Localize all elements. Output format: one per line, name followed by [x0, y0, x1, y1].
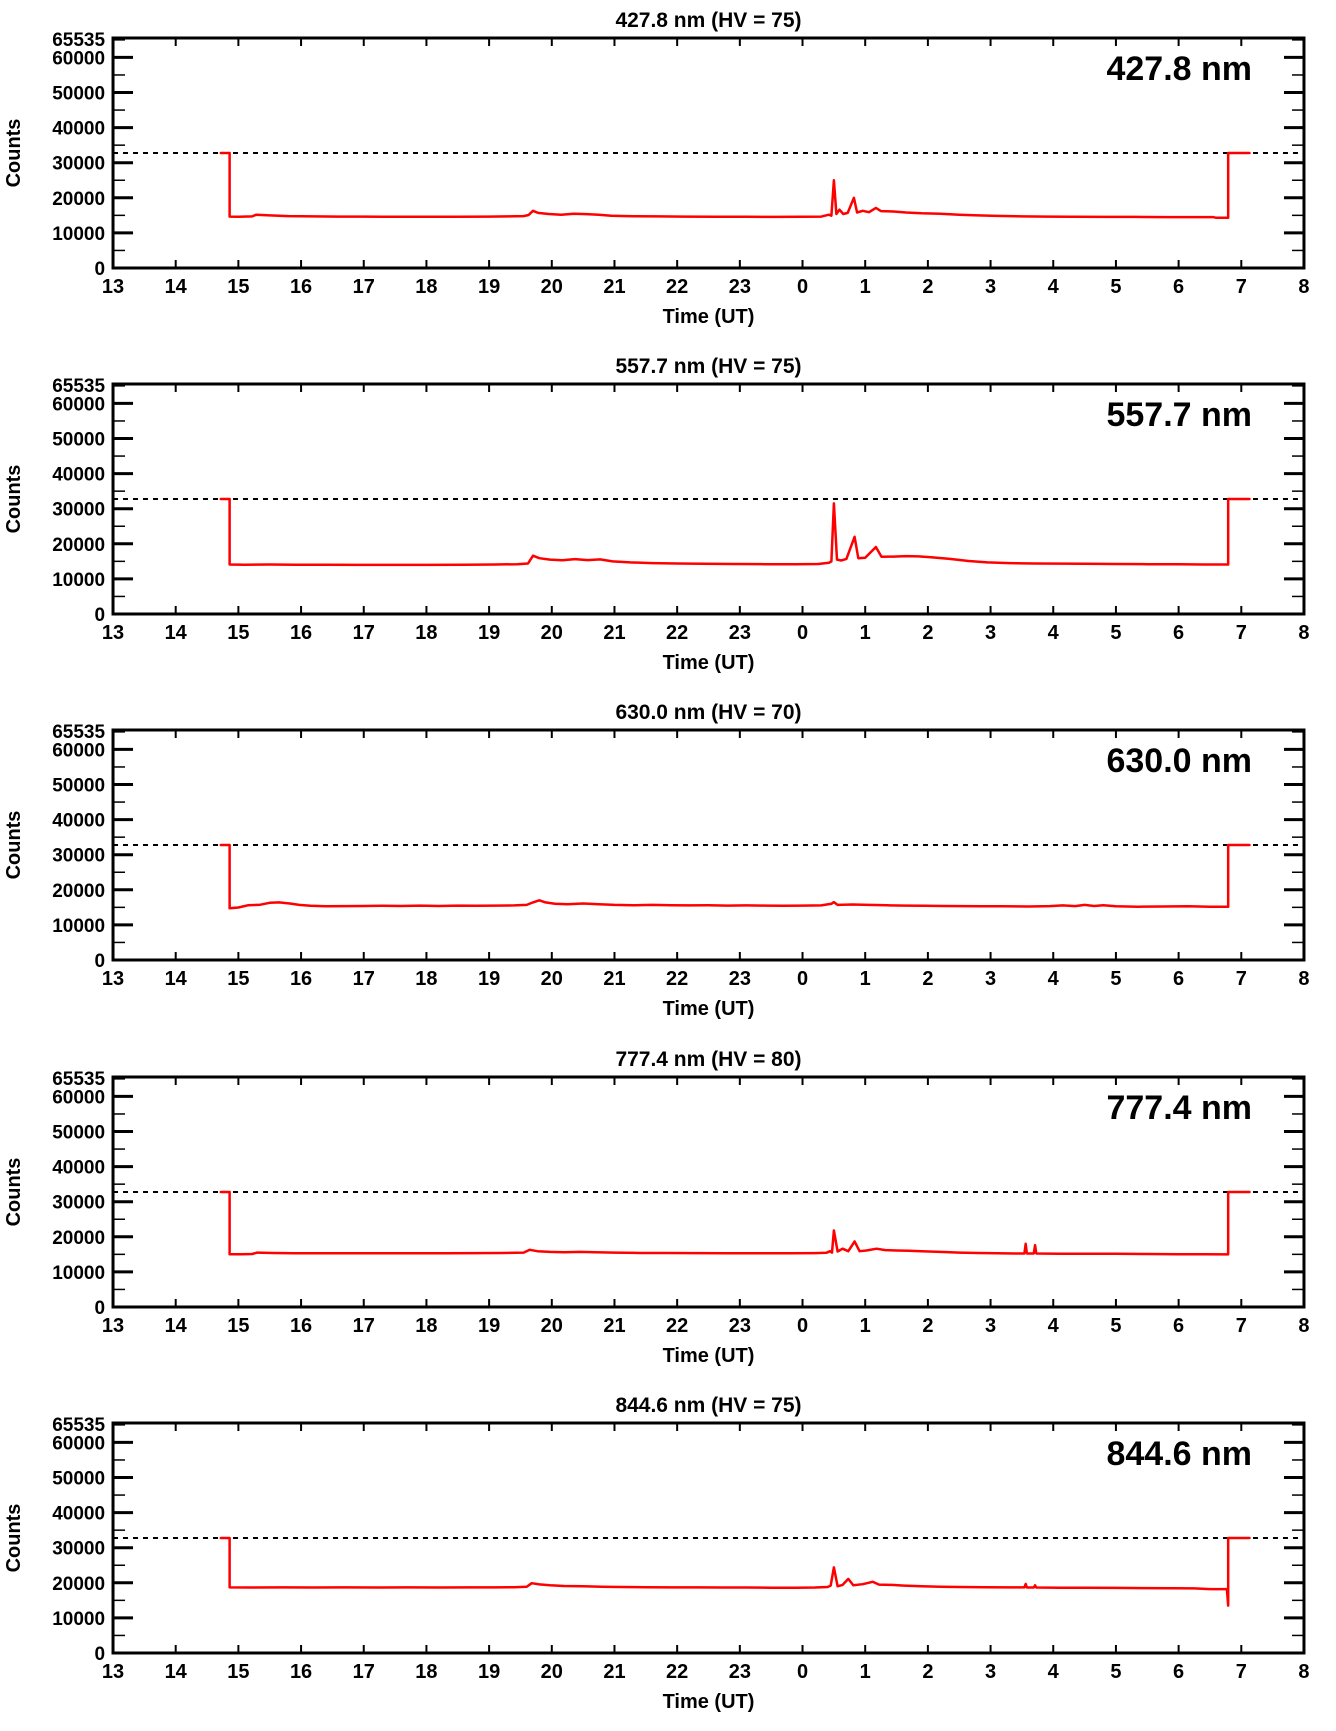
y-axis-tick-label: 30000	[52, 1538, 106, 1560]
x-axis-tick-label: 16	[289, 968, 313, 991]
x-axis-tick-label: 1	[859, 1314, 871, 1337]
chart-svg	[0, 1039, 1336, 1385]
chart-title: 557.7 nm (HV = 75)	[615, 355, 802, 379]
x-axis-tick-label: 23	[728, 1660, 751, 1683]
x-axis-title: Time (UT)	[662, 998, 755, 1021]
x-axis-tick-label: 14	[164, 275, 187, 298]
x-axis-tick-label: 17	[352, 1660, 375, 1683]
x-axis-tick-label: 19	[477, 968, 501, 991]
counts-series-line	[221, 499, 1250, 565]
x-axis-tick-label: 6	[1173, 1314, 1185, 1337]
counts-series-line	[221, 153, 1250, 218]
x-axis-tick-label: 3	[985, 275, 997, 298]
y-axis-tick-label: 40000	[52, 464, 106, 486]
x-axis-title: Time (UT)	[662, 305, 755, 328]
x-axis-tick-label: 5	[1110, 968, 1122, 991]
y-axis-tick-label: 10000	[52, 223, 106, 245]
y-axis-tick-label: 30000	[52, 153, 106, 175]
x-axis-tick-label: 2	[922, 968, 934, 991]
x-axis-tick-label: 14	[164, 1660, 187, 1683]
x-axis-tick-label: 23	[728, 622, 751, 645]
y-axis-tick-label: 60000	[52, 740, 106, 762]
x-axis-tick-label: 22	[666, 968, 689, 991]
x-axis-tick-label: 15	[227, 622, 250, 645]
y-axis-tick-label: 0	[94, 1643, 106, 1665]
x-axis-tick-label: 8	[1298, 1314, 1310, 1337]
y-axis-tick-label: 50000	[52, 1468, 106, 1490]
x-axis-tick-label: 6	[1173, 622, 1185, 645]
y-axis-tick-label: 50000	[52, 775, 106, 797]
x-axis-tick-label: 15	[227, 1314, 250, 1337]
x-axis-tick-label: 16	[289, 1660, 313, 1683]
x-axis-tick-label: 8	[1298, 1660, 1310, 1683]
x-axis-tick-label: 13	[101, 1660, 125, 1683]
x-axis-tick-label: 15	[227, 968, 250, 991]
x-axis-tick-label: 3	[985, 968, 997, 991]
y-axis-tick-label: 20000	[52, 534, 106, 556]
x-axis-title: Time (UT)	[662, 1690, 755, 1713]
x-axis-tick-label: 0	[796, 1660, 809, 1683]
y-axis-top-label: 65535	[52, 376, 106, 398]
x-axis-title: Time (UT)	[662, 1344, 755, 1367]
corner-wavelength-label: 427.8 nm	[1106, 49, 1252, 88]
x-axis-tick-label: 0	[796, 622, 809, 645]
x-axis-tick-label: 15	[227, 275, 250, 298]
y-axis-tick-label: 30000	[52, 846, 106, 868]
x-axis-tick-label: 17	[352, 275, 375, 298]
x-axis-tick-label: 16	[289, 622, 313, 645]
x-axis-tick-label: 2	[922, 622, 934, 645]
x-axis-tick-label: 8	[1298, 622, 1310, 645]
x-axis-tick-label: 6	[1173, 968, 1185, 991]
x-axis-tick-label: 20	[540, 1314, 563, 1337]
x-axis-tick-label: 5	[1110, 622, 1122, 645]
chart-svg	[0, 1385, 1336, 1731]
x-axis-tick-label: 6	[1173, 275, 1185, 298]
x-axis-tick-label: 18	[415, 275, 438, 298]
y-axis-tick-label: 40000	[52, 1157, 106, 1179]
y-axis-tick-label: 20000	[52, 1227, 106, 1249]
x-axis-tick-label: 22	[666, 622, 689, 645]
chart-title: 844.6 nm (HV = 75)	[615, 1393, 802, 1417]
chart-svg	[0, 0, 1336, 346]
x-axis-tick-label: 7	[1235, 1314, 1247, 1337]
y-axis-title: Counts	[3, 1503, 26, 1573]
x-axis-tick-label: 6	[1173, 1660, 1185, 1683]
x-axis-tick-label: 7	[1235, 622, 1247, 645]
x-axis-tick-label: 2	[922, 275, 934, 298]
x-axis-tick-label: 19	[477, 1660, 501, 1683]
chart-panel-427.8-nm	[0, 0, 1336, 346]
y-axis-title: Counts	[3, 118, 26, 188]
y-axis-tick-label: 10000	[52, 916, 106, 938]
y-axis-tick-label: 30000	[52, 1192, 106, 1214]
x-axis-tick-label: 5	[1110, 275, 1122, 298]
x-axis-tick-label: 13	[101, 1314, 125, 1337]
x-axis-tick-label: 7	[1235, 275, 1247, 298]
x-axis-tick-label: 1	[859, 1660, 871, 1683]
x-axis-tick-label: 4	[1047, 1660, 1059, 1683]
x-axis-tick-label: 7	[1235, 1660, 1247, 1683]
counts-series-line	[221, 1192, 1250, 1254]
counts-series-line	[221, 845, 1250, 908]
chart-svg	[0, 346, 1336, 692]
x-axis-tick-label: 16	[289, 275, 313, 298]
x-axis-tick-label: 2	[922, 1660, 934, 1683]
x-axis-tick-label: 19	[477, 622, 501, 645]
x-axis-tick-label: 0	[796, 1314, 809, 1337]
y-axis-tick-label: 40000	[52, 118, 106, 140]
x-axis-tick-label: 5	[1110, 1314, 1122, 1337]
x-axis-tick-label: 22	[666, 1314, 689, 1337]
x-axis-tick-label: 21	[603, 968, 626, 991]
x-axis-tick-label: 5	[1110, 1660, 1122, 1683]
x-axis-tick-label: 20	[540, 275, 563, 298]
x-axis-tick-label: 20	[540, 622, 563, 645]
y-axis-tick-label: 60000	[52, 1086, 106, 1108]
x-axis-tick-label: 21	[603, 275, 626, 298]
y-axis-tick-label: 50000	[52, 1122, 106, 1144]
x-axis-tick-label: 20	[540, 968, 563, 991]
y-axis-top-label: 65535	[52, 29, 106, 51]
x-axis-tick-label: 3	[985, 1660, 997, 1683]
y-axis-title: Counts	[3, 464, 26, 534]
x-axis-tick-label: 18	[415, 968, 438, 991]
x-axis-tick-label: 18	[415, 622, 438, 645]
x-axis-tick-label: 1	[859, 275, 871, 298]
corner-wavelength-label: 844.6 nm	[1106, 1434, 1252, 1473]
x-axis-tick-label: 13	[101, 968, 125, 991]
x-axis-tick-label: 4	[1047, 968, 1059, 991]
x-axis-tick-label: 22	[666, 275, 689, 298]
corner-wavelength-label: 777.4 nm	[1106, 1088, 1252, 1127]
y-axis-tick-label: 10000	[52, 1262, 106, 1284]
y-axis-top-label: 65535	[52, 722, 106, 744]
x-axis-tick-label: 4	[1047, 1314, 1059, 1337]
x-axis-tick-label: 22	[666, 1660, 689, 1683]
y-axis-tick-label: 10000	[52, 570, 106, 592]
y-axis-title: Counts	[3, 810, 26, 880]
y-axis-tick-label: 60000	[52, 1433, 106, 1455]
y-axis-tick-label: 0	[94, 951, 106, 973]
y-axis-title: Counts	[3, 1157, 26, 1226]
chart-title: 630.0 nm (HV = 70)	[615, 701, 802, 725]
x-axis-tick-label: 14	[164, 968, 187, 991]
y-axis-tick-label: 20000	[52, 188, 106, 210]
chart-svg	[0, 692, 1336, 1038]
x-axis-tick-label: 21	[603, 1660, 626, 1683]
chart-panel-630.0-nm	[0, 692, 1336, 1038]
x-axis-tick-label: 16	[289, 1314, 313, 1337]
x-axis-tick-label: 8	[1298, 968, 1310, 991]
x-axis-tick-label: 19	[477, 275, 501, 298]
x-axis-tick-label: 14	[164, 1314, 187, 1337]
x-axis-tick-label: 18	[415, 1314, 438, 1337]
x-axis-tick-label: 3	[985, 622, 997, 645]
x-axis-title: Time (UT)	[662, 652, 755, 675]
y-axis-tick-label: 20000	[52, 1573, 106, 1595]
y-axis-top-label: 65535	[52, 1068, 106, 1090]
x-axis-tick-label: 23	[728, 968, 751, 991]
x-axis-tick-label: 1	[859, 968, 871, 991]
y-axis-top-label: 65535	[52, 1414, 106, 1436]
corner-wavelength-label: 557.7 nm	[1106, 396, 1252, 435]
x-axis-tick-label: 17	[352, 968, 375, 991]
x-axis-tick-label: 23	[728, 275, 751, 298]
y-axis-tick-label: 60000	[52, 48, 106, 70]
x-axis-tick-label: 0	[796, 275, 809, 298]
x-axis-tick-label: 20	[540, 1660, 563, 1683]
x-axis-tick-label: 3	[985, 1314, 997, 1337]
x-axis-tick-label: 23	[728, 1314, 751, 1337]
x-axis-tick-label: 4	[1047, 622, 1059, 645]
x-axis-tick-label: 1	[859, 622, 871, 645]
y-axis-tick-label: 40000	[52, 810, 106, 832]
x-axis-tick-label: 21	[603, 622, 626, 645]
corner-wavelength-label: 630.0 nm	[1106, 742, 1252, 781]
y-axis-tick-label: 40000	[52, 1503, 106, 1525]
counts-series-line	[221, 1538, 1250, 1606]
y-axis-tick-label: 50000	[52, 429, 106, 451]
x-axis-tick-label: 17	[352, 622, 375, 645]
x-axis-tick-label: 15	[227, 1660, 250, 1683]
y-axis-tick-label: 0	[94, 258, 106, 280]
x-axis-tick-label: 14	[164, 622, 187, 645]
y-axis-tick-label: 50000	[52, 83, 106, 105]
x-axis-tick-label: 21	[603, 1314, 626, 1337]
y-axis-tick-label: 20000	[52, 881, 106, 903]
y-axis-tick-label: 30000	[52, 499, 106, 521]
y-axis-tick-label: 60000	[52, 394, 106, 416]
x-axis-tick-label: 0	[796, 968, 809, 991]
x-axis-tick-label: 13	[101, 622, 125, 645]
chart-panel-557.7-nm	[0, 346, 1336, 692]
x-axis-tick-label: 19	[477, 1314, 501, 1337]
x-axis-tick-label: 4	[1047, 275, 1059, 298]
y-axis-tick-label: 10000	[52, 1608, 106, 1630]
chart-panel-777.4-nm	[0, 1039, 1336, 1385]
x-axis-tick-label: 18	[415, 1660, 438, 1683]
x-axis-tick-label: 8	[1298, 275, 1310, 298]
chart-title: 777.4 nm (HV = 80)	[615, 1047, 802, 1071]
y-axis-tick-label: 0	[94, 605, 106, 627]
y-axis-tick-label: 0	[94, 1297, 106, 1319]
x-axis-tick-label: 13	[101, 275, 125, 298]
chart-panel-844.6-nm	[0, 1385, 1336, 1731]
x-axis-tick-label: 17	[352, 1314, 375, 1337]
x-axis-tick-label: 7	[1235, 968, 1247, 991]
x-axis-tick-label: 2	[922, 1314, 934, 1337]
chart-title: 427.8 nm (HV = 75)	[615, 8, 802, 32]
